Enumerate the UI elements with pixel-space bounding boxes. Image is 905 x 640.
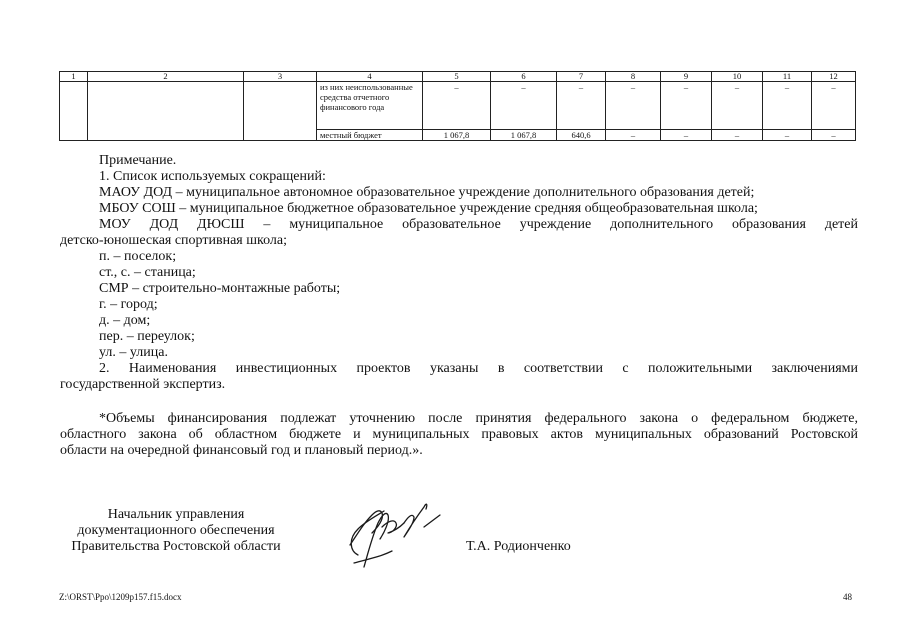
position-line: документационного обеспечения	[77, 523, 275, 538]
abbr-item: пер. – переулок;	[99, 329, 195, 344]
table-header-cell: 11	[763, 72, 812, 82]
table-header-cell: 1	[60, 72, 88, 82]
table-header-cell: 9	[661, 72, 712, 82]
table-cell: 640,6	[557, 130, 606, 141]
abbr-maou: МАОУ ДОД – муниципальное автономное образовательное учреждение дополнительного образования детей;	[99, 185, 755, 200]
table-cell: –	[812, 82, 856, 130]
file-path: Z:\ORST\Ppo\1209p157.f15.docx	[59, 592, 182, 602]
table-header-cell: 12	[812, 72, 856, 82]
abbr-item: д. – дом;	[99, 313, 151, 328]
table-header-cell: 10	[712, 72, 763, 82]
table-cell: 1 067,8	[491, 130, 557, 141]
table-header-cell: 8	[606, 72, 661, 82]
abbr-mbou: МБОУ СОШ – муниципальное бюджетное образовательное учреждение средняя общеобразовательная школа;	[99, 201, 758, 216]
table-cell: –	[661, 130, 712, 141]
table-cell: –	[712, 82, 763, 130]
abbr-item: п. – поселок;	[99, 249, 177, 264]
note-section	[60, 153, 858, 459]
page-number: 48	[843, 592, 852, 602]
abbr-item: ст., с. – станица;	[99, 265, 196, 280]
abbr-item: ул. – улица.	[99, 345, 168, 360]
footnote-line2: областного закона об областном бюджете и муниципальных правовых актов муниципальных образований Ростовской	[60, 427, 858, 442]
position-line: Начальник управления	[107, 507, 245, 522]
abbr-item: СМР – строительно-монтажные работы;	[99, 281, 341, 296]
abbr-dussh-line1: МОУ ДОД ДЮСШ – муниципальное образовательное учреждение дополнительного образования детей	[99, 217, 858, 232]
table-cell: –	[712, 130, 763, 141]
handwritten-signature	[328, 493, 448, 573]
table-header-cell: 2	[88, 72, 244, 82]
table-cell	[244, 82, 317, 141]
table-cell: –	[763, 130, 812, 141]
table-header-cell: 5	[423, 72, 491, 82]
budget-table	[59, 71, 856, 141]
footnote-line1: *Объемы финансирования подлежат уточнению после принятия федерального закона о федеральном бюджете,	[99, 411, 858, 426]
table-cell-label: из них неиспользованные средства отчетного финансового года	[317, 82, 423, 130]
abbr-list-title: 1. Список используемых сокращений:	[99, 169, 326, 184]
table-cell	[88, 82, 244, 141]
table-header-cell: 4	[317, 72, 423, 82]
table-cell: –	[557, 82, 606, 130]
table-cell: –	[763, 82, 812, 130]
table-header-cell: 6	[491, 72, 557, 82]
table-cell: –	[423, 82, 491, 130]
signatory-position	[59, 507, 293, 555]
table-header-cell: 3	[244, 72, 317, 82]
signatory-name: Т.А. Родионченко	[466, 539, 571, 554]
abbr-item: г. – город;	[99, 297, 158, 312]
table-cell: –	[606, 82, 661, 130]
table-cell	[60, 82, 88, 141]
position-line: Правительства Ростовской области	[71, 539, 281, 554]
abbr-dussh-line2: детско-юношеская спортивная школа;	[60, 233, 288, 248]
table-cell-label: местный бюджет	[317, 130, 423, 141]
footnote-line3: области на очередной финансовый год и плановый период.».	[60, 443, 423, 458]
table-cell: –	[491, 82, 557, 130]
table-header-row	[60, 72, 856, 82]
table-cell: 1 067,8	[423, 130, 491, 141]
table-cell: –	[812, 130, 856, 141]
table-cell: –	[661, 82, 712, 130]
note-item2-line1: 2. Наименования инвестиционных проектов указаны в соответствии с положительными заключениями	[99, 361, 858, 376]
table-header-cell: 7	[557, 72, 606, 82]
table-row	[60, 82, 856, 130]
table-cell: –	[606, 130, 661, 141]
note-item2-line2: государственной экспертиз.	[60, 377, 226, 392]
note-title: Примечание.	[99, 153, 177, 168]
